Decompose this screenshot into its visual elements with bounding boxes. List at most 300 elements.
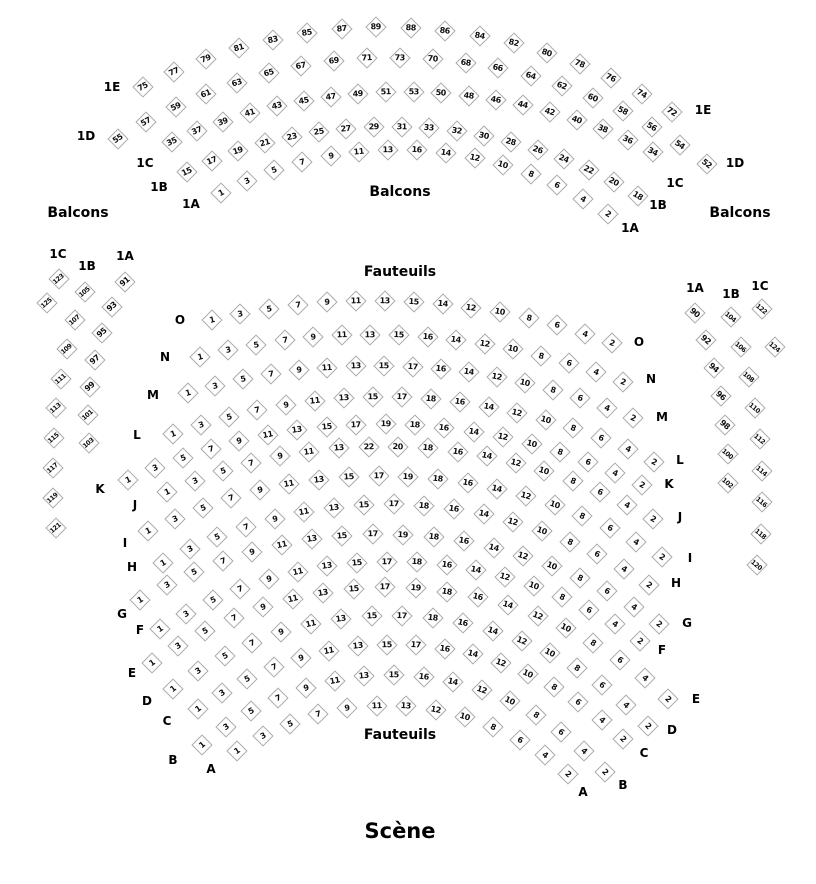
seat[interactable] — [553, 149, 574, 170]
seat[interactable] — [270, 446, 291, 467]
seat[interactable] — [622, 407, 643, 428]
seat[interactable] — [398, 466, 419, 487]
seat[interactable] — [191, 734, 212, 755]
seat[interactable] — [336, 118, 357, 139]
seat[interactable] — [235, 516, 256, 537]
seat[interactable] — [750, 523, 771, 544]
seat[interactable] — [149, 618, 170, 639]
seat[interactable] — [637, 715, 658, 736]
seat[interactable] — [375, 82, 396, 103]
seat[interactable] — [486, 89, 507, 110]
seat[interactable] — [114, 271, 135, 292]
seat[interactable] — [596, 397, 617, 418]
seat[interactable] — [129, 589, 150, 610]
seat[interactable] — [102, 296, 123, 317]
seat[interactable] — [300, 614, 321, 635]
seat[interactable] — [320, 145, 341, 166]
seat[interactable] — [279, 713, 300, 734]
seat[interactable] — [559, 531, 580, 552]
seat[interactable] — [319, 640, 340, 661]
seat[interactable] — [376, 551, 397, 572]
seat[interactable] — [509, 729, 530, 750]
seat[interactable] — [156, 575, 177, 596]
seat[interactable] — [317, 357, 338, 378]
seat[interactable] — [366, 695, 387, 716]
seat[interactable] — [536, 42, 557, 63]
seat[interactable] — [242, 632, 263, 653]
seat[interactable] — [252, 597, 273, 618]
seat[interactable] — [246, 399, 267, 420]
seat[interactable] — [406, 578, 427, 599]
seat[interactable] — [267, 687, 288, 708]
seat[interactable] — [215, 716, 236, 737]
seat[interactable] — [254, 133, 275, 154]
seat[interactable] — [751, 460, 772, 481]
seat[interactable] — [165, 508, 186, 529]
seat[interactable] — [446, 121, 467, 142]
seat[interactable] — [211, 682, 232, 703]
seat[interactable] — [594, 761, 615, 782]
seat[interactable] — [264, 508, 285, 529]
seat[interactable] — [258, 569, 279, 590]
seat[interactable] — [530, 345, 551, 366]
seat[interactable] — [345, 290, 366, 311]
seat[interactable] — [263, 656, 284, 677]
seat[interactable] — [202, 590, 223, 611]
seat[interactable] — [710, 386, 731, 407]
seat[interactable] — [764, 336, 785, 357]
seat[interactable] — [189, 346, 210, 367]
seat[interactable] — [534, 461, 555, 482]
seat[interactable] — [356, 48, 377, 69]
seat[interactable] — [752, 492, 773, 513]
seat[interactable] — [518, 308, 539, 329]
seat[interactable] — [597, 581, 618, 602]
seat[interactable] — [117, 469, 138, 490]
seat[interactable] — [187, 698, 208, 719]
seat[interactable] — [535, 409, 556, 430]
seat[interactable] — [57, 339, 78, 360]
seat[interactable] — [190, 414, 211, 435]
seat[interactable] — [184, 470, 205, 491]
seat[interactable] — [746, 554, 767, 575]
seat[interactable] — [500, 131, 521, 152]
seat[interactable] — [550, 721, 571, 742]
seat[interactable] — [74, 281, 95, 302]
seat[interactable] — [389, 325, 410, 346]
seat[interactable] — [562, 470, 583, 491]
seat[interactable] — [466, 559, 487, 580]
seat[interactable] — [434, 638, 455, 659]
seat[interactable] — [539, 643, 560, 664]
seat[interactable] — [287, 561, 308, 582]
seat[interactable] — [569, 567, 590, 588]
seat[interactable] — [631, 474, 652, 495]
seat[interactable] — [207, 527, 228, 548]
seat[interactable] — [375, 414, 396, 435]
seat[interactable] — [591, 709, 612, 730]
seat[interactable] — [515, 486, 536, 507]
seat[interactable] — [405, 635, 426, 656]
seat[interactable] — [344, 578, 365, 599]
seat[interactable] — [436, 142, 457, 163]
seat[interactable] — [629, 630, 650, 651]
seat[interactable] — [188, 661, 209, 682]
seat[interactable] — [330, 608, 351, 629]
seat[interactable] — [187, 121, 208, 142]
seat[interactable] — [302, 327, 323, 348]
seat[interactable] — [324, 670, 345, 691]
seat[interactable] — [566, 109, 587, 130]
seat[interactable] — [430, 358, 451, 379]
seat[interactable] — [534, 745, 555, 766]
seat[interactable] — [156, 481, 177, 502]
seat[interactable] — [175, 603, 196, 624]
seat[interactable] — [616, 494, 637, 515]
seat[interactable] — [514, 372, 535, 393]
seat[interactable] — [474, 125, 495, 146]
seat[interactable] — [461, 297, 482, 318]
seat[interactable] — [638, 574, 659, 595]
seat[interactable] — [704, 357, 725, 378]
seat[interactable] — [213, 111, 234, 132]
seat[interactable] — [609, 649, 630, 670]
seat[interactable] — [425, 699, 446, 720]
seat[interactable] — [512, 545, 533, 566]
seat[interactable] — [167, 635, 188, 656]
seat[interactable] — [486, 478, 507, 499]
seat[interactable] — [384, 665, 405, 686]
seat[interactable] — [473, 504, 494, 525]
seat[interactable] — [287, 419, 308, 440]
seat[interactable] — [587, 544, 608, 565]
seat[interactable] — [551, 586, 572, 607]
seat[interactable] — [226, 740, 247, 761]
seat[interactable] — [48, 268, 69, 289]
seat[interactable] — [308, 469, 329, 490]
seat[interactable] — [599, 518, 620, 539]
seat[interactable] — [476, 446, 497, 467]
seat[interactable] — [558, 353, 579, 374]
seat[interactable] — [503, 32, 524, 53]
seat[interactable] — [730, 336, 751, 357]
seat[interactable] — [218, 406, 239, 427]
seat[interactable] — [346, 552, 367, 573]
seat[interactable] — [376, 634, 397, 655]
seat[interactable] — [547, 175, 568, 196]
seat[interactable] — [229, 38, 250, 59]
seat[interactable] — [623, 596, 644, 617]
seat[interactable] — [490, 302, 511, 323]
seat[interactable] — [507, 402, 528, 423]
seat[interactable] — [297, 23, 318, 44]
seat[interactable] — [597, 203, 618, 224]
seat[interactable] — [301, 529, 322, 550]
seat[interactable] — [271, 534, 292, 555]
seat[interactable] — [217, 340, 238, 361]
seat[interactable] — [474, 333, 495, 354]
seat[interactable] — [543, 676, 564, 697]
seat[interactable] — [583, 632, 604, 653]
seat[interactable] — [287, 294, 308, 315]
seat[interactable] — [569, 54, 590, 75]
seat[interactable] — [45, 517, 66, 538]
seat[interactable] — [362, 523, 383, 544]
seat[interactable] — [563, 418, 584, 439]
seat[interactable] — [695, 329, 716, 350]
seat[interactable] — [520, 164, 541, 185]
seat[interactable] — [252, 725, 273, 746]
seat[interactable] — [362, 387, 383, 408]
seat[interactable] — [546, 315, 567, 336]
seat[interactable] — [526, 705, 547, 726]
seat[interactable] — [262, 29, 283, 50]
seat[interactable] — [137, 520, 158, 541]
seat[interactable] — [482, 620, 503, 641]
seat[interactable] — [444, 499, 465, 520]
seat[interactable] — [195, 620, 216, 641]
seat[interactable] — [431, 83, 452, 104]
seat[interactable] — [43, 488, 64, 509]
seat[interactable] — [132, 76, 153, 97]
seat[interactable] — [498, 595, 519, 616]
seat[interactable] — [505, 452, 526, 473]
seat[interactable] — [291, 647, 312, 668]
seat[interactable] — [331, 325, 352, 346]
seat[interactable] — [42, 458, 63, 479]
seat[interactable] — [162, 678, 183, 699]
seat[interactable] — [492, 426, 513, 447]
seat[interactable] — [141, 652, 162, 673]
seat[interactable] — [555, 618, 576, 639]
seat[interactable] — [573, 740, 594, 761]
seat[interactable] — [368, 466, 389, 487]
seat[interactable] — [227, 72, 248, 93]
seat[interactable] — [192, 497, 213, 518]
seat[interactable] — [176, 161, 197, 182]
seat[interactable] — [214, 645, 235, 666]
seat[interactable] — [230, 303, 251, 324]
seat[interactable] — [573, 188, 594, 209]
seat[interactable] — [657, 688, 678, 709]
seat[interactable] — [221, 488, 242, 509]
seat[interactable] — [643, 451, 664, 472]
seat[interactable] — [391, 387, 412, 408]
seat[interactable] — [258, 63, 279, 84]
seat[interactable] — [745, 398, 766, 419]
seat[interactable] — [313, 582, 334, 603]
seat[interactable] — [435, 20, 456, 41]
seat[interactable] — [403, 81, 424, 102]
seat[interactable] — [749, 429, 770, 450]
seat[interactable] — [541, 555, 562, 576]
seat[interactable] — [585, 361, 606, 382]
seat[interactable] — [572, 505, 593, 526]
seat[interactable] — [612, 371, 633, 392]
seat[interactable] — [212, 551, 233, 572]
seat[interactable] — [333, 388, 354, 409]
seat[interactable] — [348, 636, 369, 657]
seat[interactable] — [617, 129, 638, 150]
seat[interactable] — [299, 441, 320, 462]
seat[interactable] — [436, 554, 457, 575]
seat[interactable] — [84, 349, 105, 370]
seat[interactable] — [161, 131, 182, 152]
seat[interactable] — [459, 362, 480, 383]
seat[interactable] — [612, 728, 633, 749]
seat[interactable] — [407, 140, 428, 161]
seat[interactable] — [65, 310, 86, 331]
seat[interactable] — [720, 306, 741, 327]
seat[interactable] — [422, 607, 443, 628]
seat[interactable] — [577, 451, 598, 472]
seat[interactable] — [490, 652, 511, 673]
seat[interactable] — [437, 581, 458, 602]
seat[interactable] — [292, 151, 313, 172]
seat[interactable] — [201, 309, 222, 330]
seat[interactable] — [568, 691, 589, 712]
seat[interactable] — [464, 147, 485, 168]
seat[interactable] — [179, 539, 200, 560]
seat[interactable] — [434, 417, 455, 438]
seat[interactable] — [345, 414, 366, 435]
seat[interactable] — [212, 460, 233, 481]
seat[interactable] — [293, 90, 314, 111]
seat[interactable] — [184, 562, 205, 583]
seat[interactable] — [320, 86, 341, 107]
seat[interactable] — [603, 172, 624, 193]
seat[interactable] — [520, 65, 541, 86]
seat[interactable] — [107, 128, 128, 149]
seat[interactable] — [323, 497, 344, 518]
seat[interactable] — [423, 526, 444, 547]
seat[interactable] — [237, 170, 258, 191]
seat[interactable] — [363, 116, 384, 137]
seat[interactable] — [617, 439, 638, 460]
seat[interactable] — [240, 700, 261, 721]
seat[interactable] — [552, 75, 573, 96]
seat[interactable] — [392, 524, 413, 545]
seat[interactable] — [604, 614, 625, 635]
seat[interactable] — [304, 390, 325, 411]
seat[interactable] — [200, 438, 221, 459]
seat[interactable] — [601, 68, 622, 89]
seat[interactable] — [483, 537, 504, 558]
seat[interactable] — [488, 58, 509, 79]
seat[interactable] — [463, 644, 484, 665]
seat[interactable] — [79, 377, 100, 398]
seat[interactable] — [162, 423, 183, 444]
seat[interactable] — [591, 675, 612, 696]
seat[interactable] — [396, 695, 417, 716]
seat[interactable] — [527, 139, 548, 160]
seat[interactable] — [266, 96, 287, 117]
seat[interactable] — [517, 663, 538, 684]
seat[interactable] — [469, 25, 490, 46]
seat[interactable] — [223, 607, 244, 628]
seat[interactable] — [467, 587, 488, 608]
seat[interactable] — [241, 452, 262, 473]
seat[interactable] — [403, 291, 424, 312]
seat[interactable] — [264, 159, 285, 180]
seat[interactable] — [383, 494, 404, 515]
seat[interactable] — [165, 96, 186, 117]
seat[interactable] — [684, 302, 705, 323]
seat[interactable] — [605, 462, 626, 483]
seat[interactable] — [279, 474, 300, 495]
seat[interactable] — [316, 416, 337, 437]
seat[interactable] — [478, 396, 499, 417]
seat[interactable] — [282, 588, 303, 609]
seat[interactable] — [413, 667, 434, 688]
seat[interactable] — [613, 558, 634, 579]
seat[interactable] — [642, 141, 663, 162]
seat[interactable] — [670, 134, 691, 155]
seat[interactable] — [453, 612, 474, 633]
seat[interactable] — [642, 117, 663, 138]
seat[interactable] — [527, 605, 548, 626]
seat[interactable] — [648, 613, 669, 634]
seat[interactable] — [487, 367, 508, 388]
seat[interactable] — [43, 428, 64, 449]
seat[interactable] — [406, 552, 427, 573]
seat[interactable] — [349, 141, 370, 162]
seat[interactable] — [152, 552, 173, 573]
seat[interactable] — [634, 668, 655, 689]
seat[interactable] — [246, 334, 267, 355]
seat[interactable] — [574, 323, 595, 344]
seat[interactable] — [569, 388, 590, 409]
seat[interactable] — [454, 706, 475, 727]
seat[interactable] — [717, 443, 738, 464]
seat[interactable] — [271, 622, 292, 643]
seat[interactable] — [482, 716, 503, 737]
seat[interactable] — [317, 556, 338, 577]
seat[interactable] — [354, 666, 375, 687]
seat[interactable] — [328, 438, 349, 459]
seat[interactable] — [661, 101, 682, 122]
seat[interactable] — [414, 495, 435, 516]
seat[interactable] — [78, 432, 99, 453]
seat[interactable] — [615, 694, 636, 715]
seat[interactable] — [358, 436, 379, 457]
seat[interactable] — [281, 126, 302, 147]
seat[interactable] — [275, 394, 296, 415]
seat[interactable] — [237, 668, 258, 689]
seat[interactable] — [601, 332, 622, 353]
seat[interactable] — [230, 578, 251, 599]
seat[interactable] — [77, 404, 98, 425]
seat[interactable] — [378, 139, 399, 160]
seat[interactable] — [308, 121, 329, 142]
seat[interactable] — [463, 421, 484, 442]
seat[interactable] — [323, 51, 344, 72]
seat[interactable] — [417, 438, 438, 459]
seat[interactable] — [612, 101, 633, 122]
seat[interactable] — [374, 290, 395, 311]
seat[interactable] — [233, 369, 254, 390]
seat[interactable] — [549, 441, 570, 462]
seat[interactable] — [521, 433, 542, 454]
seat[interactable] — [420, 388, 441, 409]
seat[interactable] — [447, 441, 468, 462]
seat[interactable] — [511, 630, 532, 651]
seat[interactable] — [419, 118, 440, 139]
seat[interactable] — [177, 382, 198, 403]
seat[interactable] — [172, 447, 193, 468]
seat[interactable] — [578, 599, 599, 620]
seat[interactable] — [338, 467, 359, 488]
